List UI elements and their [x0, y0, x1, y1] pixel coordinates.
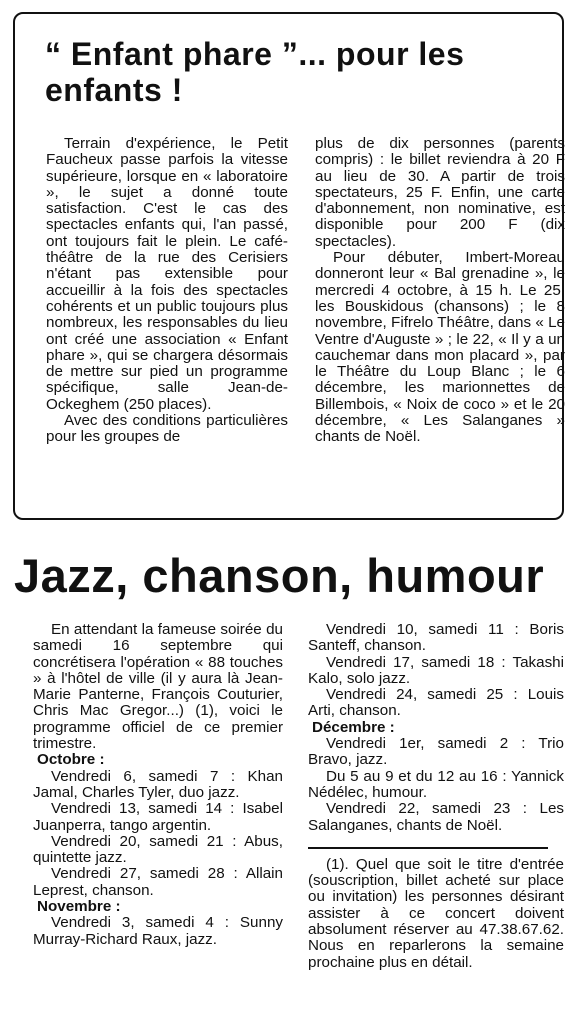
footnote: (1). Quel que soit le titre d'entrée (souscription, billet acheté sur place ou invitation) les personnes désirant assister à ce concert doivent absolument réserver au 47.38.67.62. Nous en reparlerons la semaine prochaine plus en détail.: [308, 855, 564, 971]
box-column-1: [46, 136, 288, 446]
program-item: Vendredi 1er, samedi 2 : Trio Bravo, jazz.: [308, 735, 564, 769]
program-item: Vendredi 20, samedi 21 : Abus, quintette jazz.: [33, 832, 283, 867]
month-heading-decembre: Décembre :: [312, 718, 395, 736]
box-column-2: [315, 136, 565, 446]
box-headline: “ Enfant phare ”... pour les enfants !: [45, 36, 465, 108]
program-item: Vendredi 27, samedi 28 : Allain Leprest, chanson.: [33, 865, 283, 899]
program-item: Du 5 au 9 et du 12 au 16 : Yannick Nédélec, humour.: [308, 767, 564, 801]
program-item: Vendredi 24, samedi 25 : Louis Arti, chanson.: [308, 686, 564, 720]
jazz-intro: En attendant la fameuse soirée du samedi 16 septembre qui concrétisera l'opération « 88 touches » à l'hôtel de ville (il y aura là Jean-Marie Panterne, François Couturier, Chris Mac Gregor...) (1), voici le programme officiel de ce premier trimestre.: [33, 621, 283, 753]
box-paragraph: plus de dix personnes (parents compris) : le billet reviendra à 20 F au lieu de 30. A partir de trois spectateurs, 25 F. Enfin, une carte d'abonnement, non nominative, est disponible pour 200 F (dix spectacles).: [315, 135, 565, 250]
jazz-column-2: [308, 622, 564, 971]
jazz-headline: Jazz, chanson, humour: [14, 549, 545, 602]
program-item: Vendredi 6, samedi 7 : Khan Jamal, Charles Tyler, duo jazz.: [33, 767, 283, 801]
program-item: Vendredi 10, samedi 11 : Boris Santeff, chanson.: [308, 621, 564, 655]
jazz-column-1: [33, 622, 283, 948]
program-item: Vendredi 3, samedi 4 : Sunny Murray-Richard Raux, jazz.: [33, 914, 283, 948]
program-item: Vendredi 22, samedi 23 : Les Salanganes, chants de Noël.: [308, 800, 564, 834]
enfant-phare-box: [13, 12, 564, 520]
month-heading-octobre: Octobre :: [37, 751, 105, 769]
footnote-divider: [308, 847, 548, 849]
box-paragraph: Avec des conditions particulières pour les groupes de: [46, 412, 288, 446]
box-paragraph: Terrain d'expérience, le Petit Faucheux passe parfois la vitesse supérieure, lorsque en « laboratoire », le sujet a donné toute satisfaction. C'est le cas des spectacles enfants qui, l'an passé, ont toujours fait le plein. Le café-théâtre de la rue des Cerisiers n'étant pas extensible pour accueillir à la fois des spectacles cohérents et un public toujours plus nombreux, les responsables du lieu ont créé une association « Enfant phare », qui se chargera désormais de mettre sur pied un programme spécifique, salle Jean-de-Ockeghem (250 places).: [46, 135, 288, 413]
month-heading-novembre: Novembre :: [37, 898, 121, 916]
program-item: Vendredi 13, samedi 14 : Isabel Juanperra, tango argentin.: [33, 800, 283, 834]
program-item: Vendredi 17, samedi 18 : Takashi Kalo, solo jazz.: [308, 653, 564, 687]
box-paragraph: Pour débuter, Imbert-Moreau donneront leur « Bal grenadine », le mercredi 4 octobre, à 15 h. Le 25, les Bouskidous (chansons) ; le 8 novembre, Fifrelo Théâtre, dans « Le Ventre d'Auguste » ; le 22, « Il y a un cauchemar dans mon placard », par le Théâtre du Loup Blanc ; le 6 décembre, les marionnettes de Billembois, « Noix de coco » et le 20 décembre, « Les Salanganes » chants de Noël.: [315, 249, 565, 446]
